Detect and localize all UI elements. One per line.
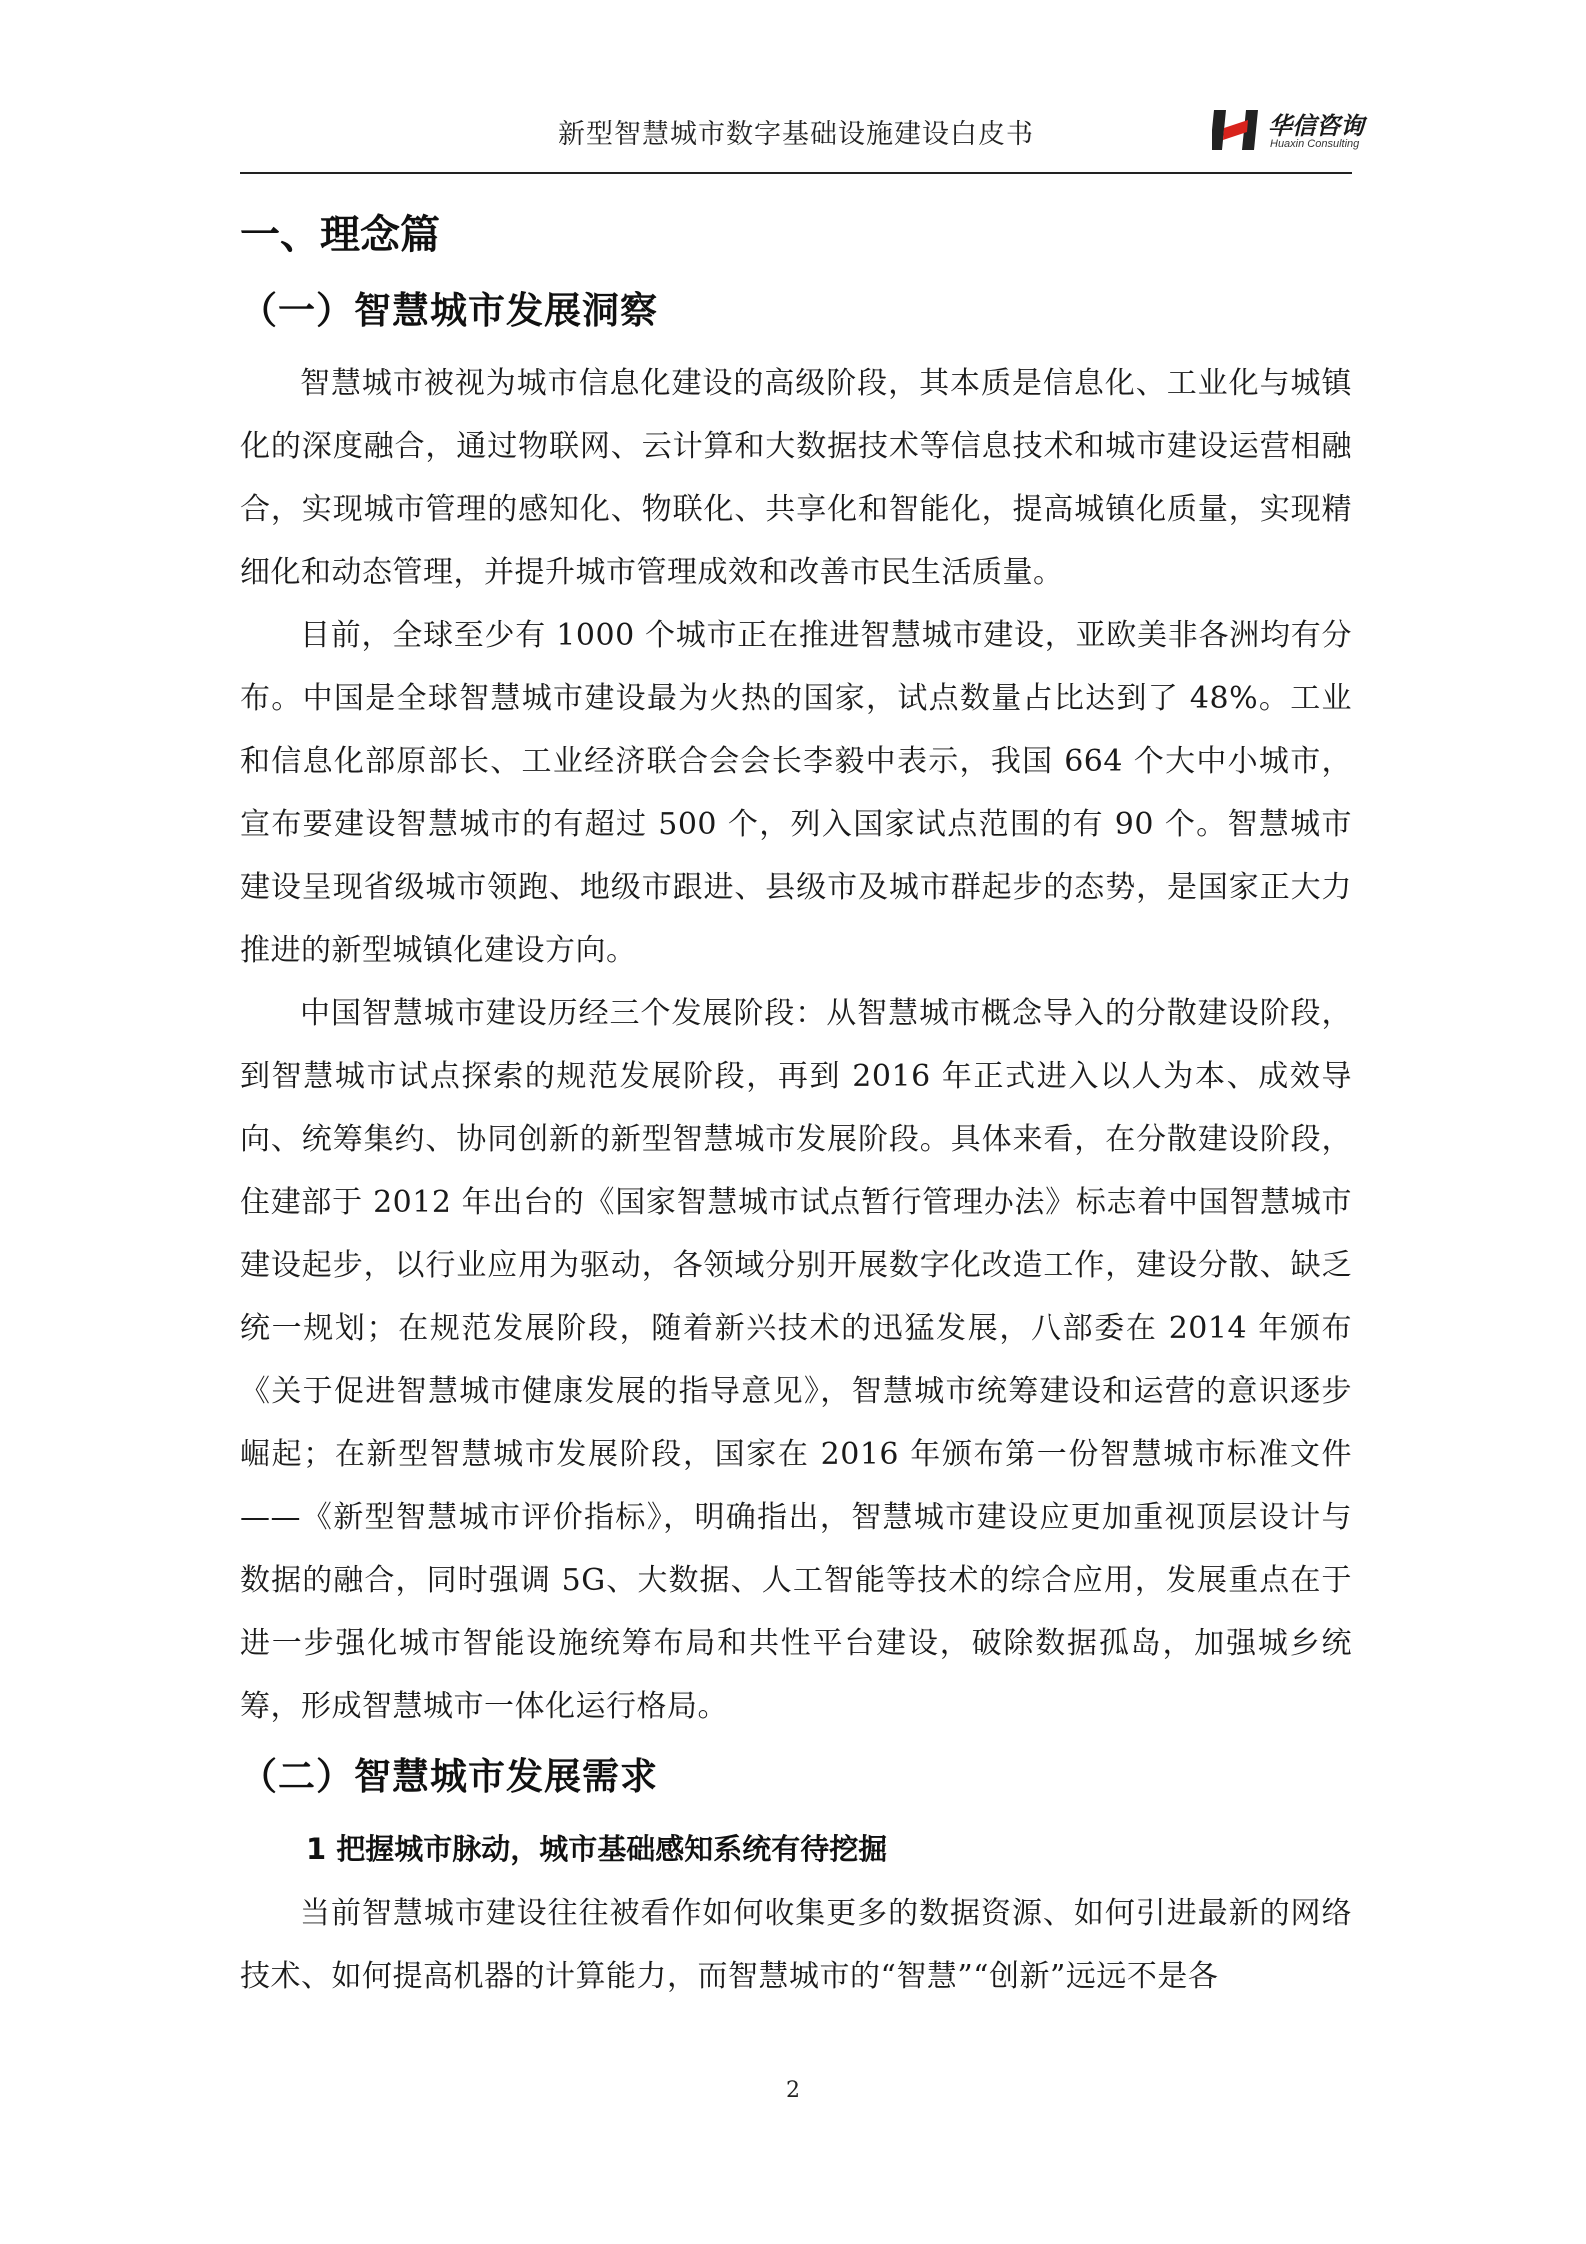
section-title-1: （一）智慧城市发展洞察 [240,289,658,332]
part-title: 一、理念篇 [240,212,440,258]
paragraph: 目前，全球至少有 1000 个城市正在推进智慧城市建设，亚欧美非各洲均有分布。中国是全球智慧城市建设最为火热的国家，试点数量占比达到了 48%。工业和信息化部原部长、工业经济联合会会长李毅中表示，我国 664 个大中小城市，宣布要建设智慧城市的有超过 500 个，列入国家试点范围的有 90 个。智慧城市建设呈现省级城市领跑、地级市跟进、县级市及城市群起步的态势，是国家正大力推进的新型城镇化建设方向。 [240,618,1352,968]
page-number: 2 [786,2078,800,2103]
paragraph: 当前智慧城市建设往往被看作如何收集更多的数据资源、如何引进最新的网络技术、如何提高机器的计算能力，而智慧城市的“智慧”“创新”远远不是各 [240,1896,1352,1994]
paragraph: 智慧城市被视为城市信息化建设的高级阶段，其本质是信息化、工业化与城镇化的深度融合，通过物联网、云计算和大数据技术等信息技术和城市建设运营相融合，实现城市管理的感知化、物联化、共享化和智能化，提高城镇化质量，实现精细化和动态管理，并提升城市管理成效和改善市民生活质量。 [240,366,1352,590]
company-logo [1212,104,1364,156]
subsection-title: 1 把握城市脉动，城市基础感知系统有待挖掘 [306,1832,888,1866]
huaxin-logo-icon [1212,108,1264,152]
header-title: 新型智慧城市数字基础设施建设白皮书 [558,119,1034,150]
page-content [240,200,1352,2008]
page-header [240,100,1364,174]
logo-name-en: Huaxin Consulting [1270,138,1360,150]
section-title-2: （二）智慧城市发展需求 [240,1755,658,1798]
paragraph: 中国智慧城市建设历经三个发展阶段：从智慧城市概念导入的分散建设阶段，到智慧城市试点探索的规范发展阶段，再到 2016 年正式进入以人为本、成效导向、统筹集约、协同创新的新型智慧城市发展阶段。具体来看，在分散建设阶段，住建部于 2012 年出台的《国家智慧城市试点暂行管理办法》标志着中国智慧城市建设起步，以行业应用为驱动，各领域分别开展数字化改造工作，建设分散、缺乏统一规划；在规范发展阶段，随着新兴技术的迅猛发展，八部委在 2014 年颁布《关于促进智慧城市健康发展的指导意见》，智慧城市统筹建设和运营的意识逐步崛起；在新型智慧城市发展阶段，国家在 2016 年颁布第一份智慧城市标准文件——《新型智慧城市评价指标》，明确指出，智慧城市建设应更加重视顶层设计与数据的融合，同时强调 5G、大数据、人工智能等技术的综合应用，发展重点在于进一步强化城市智能设施统筹布局和共性平台建设，破除数据孤岛，加强城乡统筹，形成智慧城市一体化运行格局。 [240,996,1352,1724]
logo-name-cn: 华信咨询 [1268,112,1364,140]
